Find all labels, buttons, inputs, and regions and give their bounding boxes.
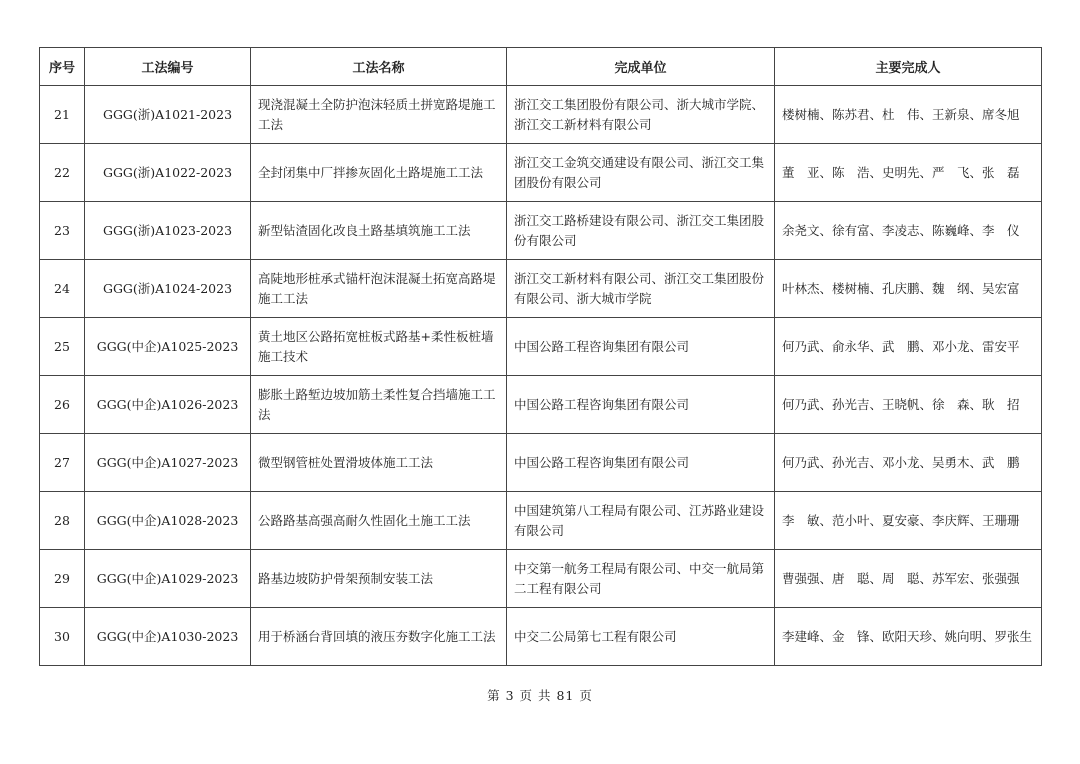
cell-main-contributors: 曹强强、唐 聪、周 聪、苏军宏、张强强 bbox=[775, 550, 1042, 608]
header-method-name: 工法名称 bbox=[251, 48, 507, 86]
cell-method-code: GGG(中企)A1029-2023 bbox=[85, 550, 251, 608]
cell-method-code: GGG(中企)A1028-2023 bbox=[85, 492, 251, 550]
header-serial-no: 序号 bbox=[40, 48, 85, 86]
table-header-row bbox=[40, 48, 1042, 86]
cell-method-name: 高陡地形桩承式锚杆泡沫混凝土拓宽高路堤施工工法 bbox=[251, 260, 507, 318]
cell-main-contributors: 李建峰、金 锋、欧阳天珍、姚向明、罗张生 bbox=[775, 608, 1042, 666]
cell-main-contributors: 余尧文、徐有富、李凌志、陈巍峰、李 仪 bbox=[775, 202, 1042, 260]
cell-completing-unit: 浙江交工金筑交通建设有限公司、浙江交工集团股份有限公司 bbox=[507, 144, 775, 202]
table-row bbox=[40, 260, 1042, 318]
cell-completing-unit: 浙江交工路桥建设有限公司、浙江交工集团股份有限公司 bbox=[507, 202, 775, 260]
cell-serial-no: 28 bbox=[40, 492, 85, 550]
cell-method-name: 新型钻渣固化改良土路基填筑施工工法 bbox=[251, 202, 507, 260]
methods-table bbox=[39, 47, 1042, 666]
cell-method-code: GGG(浙)A1023-2023 bbox=[85, 202, 251, 260]
cell-serial-no: 24 bbox=[40, 260, 85, 318]
cell-main-contributors: 董 亚、陈 浩、史明先、严 飞、张 磊 bbox=[775, 144, 1042, 202]
table-row bbox=[40, 434, 1042, 492]
cell-serial-no: 23 bbox=[40, 202, 85, 260]
cell-main-contributors: 何乃武、孙光吉、邓小龙、吴勇木、武 鹏 bbox=[775, 434, 1042, 492]
cell-completing-unit: 中交二公局第七工程有限公司 bbox=[507, 608, 775, 666]
table-row bbox=[40, 376, 1042, 434]
cell-method-code: GGG(浙)A1024-2023 bbox=[85, 260, 251, 318]
cell-main-contributors: 李 敏、范小叶、夏安豪、李庆辉、王珊珊 bbox=[775, 492, 1042, 550]
cell-method-code: GGG(浙)A1022-2023 bbox=[85, 144, 251, 202]
cell-main-contributors: 楼树楠、陈苏君、杜 伟、王新泉、席冬旭 bbox=[775, 86, 1042, 144]
cell-method-name: 路基边坡防护骨架预制安装工法 bbox=[251, 550, 507, 608]
cell-method-code: GGG(中企)A1027-2023 bbox=[85, 434, 251, 492]
cell-method-name: 现浇混凝土全防护泡沫轻质土拼宽路堤施工工法 bbox=[251, 86, 507, 144]
cell-completing-unit: 中国建筑第八工程局有限公司、江苏路业建设有限公司 bbox=[507, 492, 775, 550]
cell-method-name: 膨胀土路堑边坡加筋土柔性复合挡墙施工工法 bbox=[251, 376, 507, 434]
header-main-contributors: 主要完成人 bbox=[775, 48, 1042, 86]
cell-serial-no: 26 bbox=[40, 376, 85, 434]
cell-serial-no: 22 bbox=[40, 144, 85, 202]
cell-method-name: 用于桥涵台背回填的液压夯数字化施工工法 bbox=[251, 608, 507, 666]
cell-main-contributors: 何乃武、孙光吉、王晓帆、徐 森、耿 招 bbox=[775, 376, 1042, 434]
cell-serial-no: 29 bbox=[40, 550, 85, 608]
table-row bbox=[40, 608, 1042, 666]
cell-completing-unit: 中国公路工程咨询集团有限公司 bbox=[507, 318, 775, 376]
cell-serial-no: 30 bbox=[40, 608, 85, 666]
cell-method-name: 微型钢管桩处置滑坡体施工工法 bbox=[251, 434, 507, 492]
table-row bbox=[40, 492, 1042, 550]
cell-completing-unit: 浙江交工集团股份有限公司、浙大城市学院、浙江交工新材料有限公司 bbox=[507, 86, 775, 144]
header-method-code: 工法编号 bbox=[85, 48, 251, 86]
table-row bbox=[40, 86, 1042, 144]
cell-method-code: GGG(中企)A1030-2023 bbox=[85, 608, 251, 666]
cell-main-contributors: 叶林杰、楼树楠、孔庆鹏、魏 纲、吴宏富 bbox=[775, 260, 1042, 318]
cell-completing-unit: 中交第一航务工程局有限公司、中交一航局第二工程有限公司 bbox=[507, 550, 775, 608]
cell-completing-unit: 浙江交工新材料有限公司、浙江交工集团股份有限公司、浙大城市学院 bbox=[507, 260, 775, 318]
cell-method-name: 全封闭集中厂拌掺灰固化土路堤施工工法 bbox=[251, 144, 507, 202]
cell-completing-unit: 中国公路工程咨询集团有限公司 bbox=[507, 434, 775, 492]
cell-method-code: GGG(中企)A1026-2023 bbox=[85, 376, 251, 434]
page-number-footer: 第 3 页 共 81 页 bbox=[487, 688, 593, 703]
table-row bbox=[40, 318, 1042, 376]
cell-method-name: 公路路基高强高耐久性固化土施工工法 bbox=[251, 492, 507, 550]
header-completing-unit: 完成单位 bbox=[507, 48, 775, 86]
table-row bbox=[40, 144, 1042, 202]
cell-serial-no: 21 bbox=[40, 86, 85, 144]
cell-method-code: GGG(浙)A1021-2023 bbox=[85, 86, 251, 144]
cell-serial-no: 27 bbox=[40, 434, 85, 492]
table-row bbox=[40, 550, 1042, 608]
cell-method-name: 黄土地区公路拓宽桩板式路基+柔性板桩墙施工技术 bbox=[251, 318, 507, 376]
cell-completing-unit: 中国公路工程咨询集团有限公司 bbox=[507, 376, 775, 434]
table-row bbox=[40, 202, 1042, 260]
cell-main-contributors: 何乃武、俞永华、武 鹏、邓小龙、雷安平 bbox=[775, 318, 1042, 376]
cell-method-code: GGG(中企)A1025-2023 bbox=[85, 318, 251, 376]
cell-serial-no: 25 bbox=[40, 318, 85, 376]
